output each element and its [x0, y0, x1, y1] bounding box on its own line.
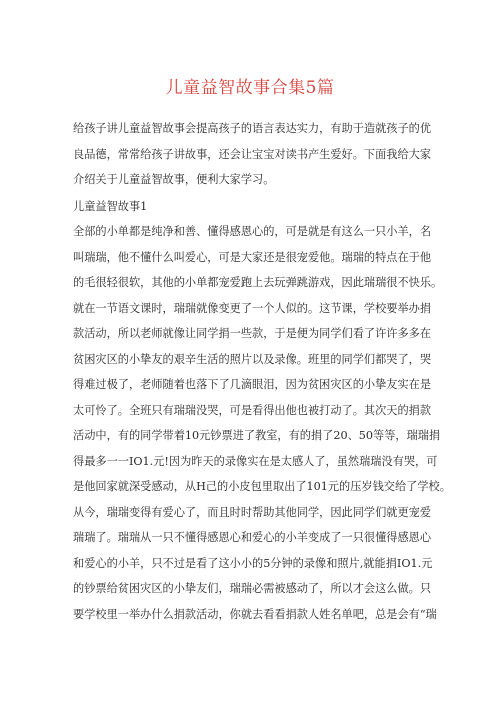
- story-line: 太可怜了。全班只有瑞瑞没哭，可是看得出他也被打动了。其次天的捐款: [73, 403, 432, 417]
- story-line: 是他回家就深受感动，从H己的小皮包里取出了101元的压岁钱交给了学校。: [73, 480, 451, 493]
- story-line: 叫瑞瑞，他不懂什么叫爱心，可是大家还是很宠爱他。瑞瑞的特点在于他: [73, 250, 432, 264]
- story-line: 和爱心的小羊，只不过是看了这小小的5分钟的录像和照片,就能捐IO1.元: [73, 556, 433, 570]
- intro-line: 良品德，常常给孩子讲故事，还会让宝宝对读书产生爱好。下面我给大家: [73, 147, 432, 161]
- story-line: 的毛很轻很软，其他的小单都宠爱跑上去玩弹跳游戏，因此瑞瑞很不快乐。: [73, 276, 443, 289]
- story-line: 要学校里一举办什么捐款活动，你就去看看捐款人姓名单吧，总是会有“瑞: [73, 607, 437, 621]
- document-body: [73, 116, 451, 627]
- story-line: 活动中，有的同学带着10元钞票进了教室，有的捐了20、50等等，瑞瑞捐: [73, 429, 441, 442]
- story-line: 瑞瑞了。瑞瑞从一只不懂得感恩心和爱心的小羊变成了一只很懂得感恩心: [73, 531, 432, 544]
- story-line: 就在一节语文课时，瑞瑞就像变更了一个人似的。这节课，学校要举办捐: [73, 301, 432, 315]
- story-line: 款活动，所以老师就像让同学捐一些款，于是便为同学们看了许许多多在: [73, 327, 432, 340]
- story-line: 全部的小单都是纯净和善、懂得感恩心的，可是就是有这么一只小羊，名: [73, 225, 432, 238]
- story-line: 贫困灾区的小挚友的艰辛生活的照片以及录像。班里的同学们都哭了，哭: [73, 352, 432, 366]
- story-line: 得最多一一IO1.元!因为昨天的录像实在是太感人了，虽然瑞瑞没有哭，可: [73, 454, 438, 468]
- intro-line: 给孩子讲儿童益智故事会提高孩子的语言表达实力，有助于造就孩子的优: [73, 122, 432, 135]
- page-title: 儿童益智故事合集5篇: [165, 78, 335, 98]
- intro-line: 介绍关于儿童益智故事，便利大家学习。: [73, 173, 275, 186]
- story-heading: 儿童益智故事1: [73, 199, 148, 213]
- story-line: 的钞票给贫困灾区的小挚友们，瑞瑞必需被感动了，所以才会这么做。只: [73, 582, 432, 595]
- story-line: 得难过极了，老师随着也落下了几滴眼泪，因为贫困灾区的小挚友实在是: [73, 378, 432, 391]
- story-line: 从今，瑞瑞变得有爱心了，而且时时帮助其他同学，因此同学们就更宠爱: [73, 505, 432, 519]
